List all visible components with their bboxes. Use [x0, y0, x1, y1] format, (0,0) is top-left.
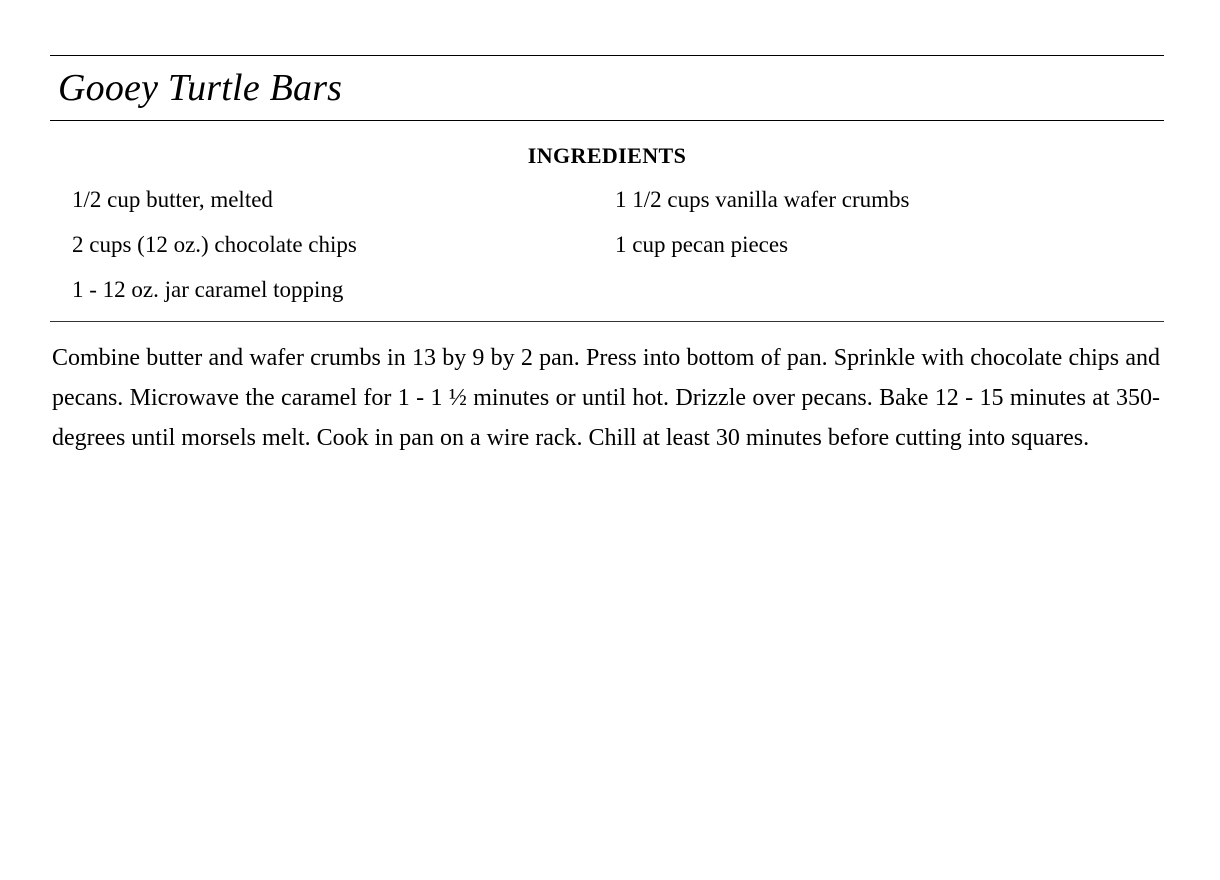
recipe-title: Gooey Turtle Bars	[58, 67, 343, 109]
ingredient-item: 2 cups (12 oz.) chocolate chips	[72, 231, 357, 257]
ingredient-item: 1 - 12 oz. jar caramel topping	[72, 277, 344, 303]
ingredient-item: 1 cup pecan pieces	[615, 231, 789, 257]
table-row	[50, 177, 1164, 222]
recipe-card	[50, 55, 1164, 459]
ingredients-table	[50, 177, 1164, 313]
ingredients-heading: INGREDIENTS	[527, 142, 687, 168]
recipe-directions: Combine butter and wafer crumbs in 13 by 9 by 2 pan. Press into bottom of pan. Sprinkle with chocolate chips and pecans. Microwave the caramel for 1 - 1 ½ minutes or until hot. Drizzle over pecans. Bake 12 - 15 minutes at 350-degrees until morsels melt. Cook in pan on a wire rack. Chill at least 30 minutes before cutting into squares.	[52, 344, 1160, 452]
ingredient-item: 1/2 cup butter, melted	[72, 186, 273, 212]
table-row	[50, 222, 1164, 267]
ingredient-item: 1 1/2 cups vanilla wafer crumbs	[615, 186, 910, 212]
ingredient-item	[607, 267, 1164, 312]
table-row	[50, 267, 1164, 312]
